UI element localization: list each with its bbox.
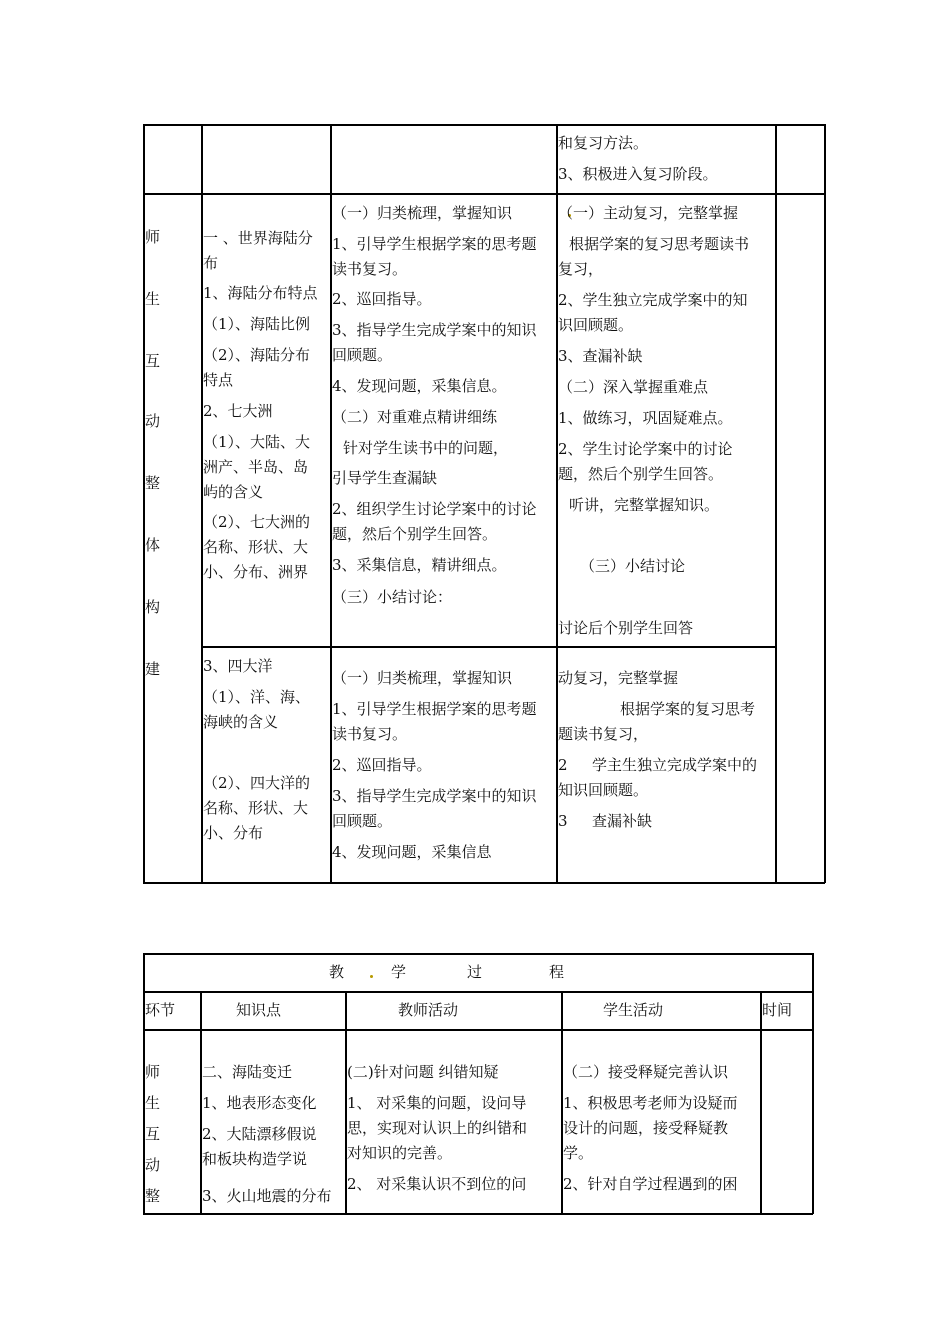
stage-label: 师 <box>145 1063 161 1081</box>
knowledge-text: 2、大陆漂移假说 <box>202 1125 317 1143</box>
stage-label: 生 <box>145 290 161 308</box>
teacher-activity-text: 题，然后个别学生回答。 <box>332 525 498 543</box>
stage-label: 体 <box>145 536 161 554</box>
knowledge-text: 一 、世界海陆分 <box>203 229 313 247</box>
knowledge-text: 和板块构造学说 <box>202 1150 308 1168</box>
table-border <box>775 124 777 883</box>
table-title-char: 学 <box>391 963 407 981</box>
student-activity-text: 1、积极思考老师为设疑而 <box>563 1094 738 1112</box>
knowledge-text: 3、火山地震的分布 <box>202 1187 332 1205</box>
stray-mark <box>370 975 373 978</box>
student-activity-text: 3、查漏补缺 <box>558 347 643 365</box>
teacher-activity-text: （一）归类梳理，掌握知识 <box>332 204 513 222</box>
student-activity-text: 复习， <box>558 260 604 278</box>
knowledge-text: 名称、形状、大 <box>203 799 309 817</box>
teacher-activity-text: 3、采集信息，精讲细点。 <box>332 556 507 574</box>
knowledge-text: （2）、海陆分布 <box>203 346 311 364</box>
student-activity-text: 讨论后个别学生回答 <box>558 619 694 637</box>
stage-label: 整 <box>145 474 161 492</box>
teacher-activity-text: (二)针对问题 纠错知疑 <box>347 1063 499 1081</box>
student-activity-text: 3 <box>558 812 568 830</box>
teacher-activity-text: 1、 对采集的问题，设问导 <box>347 1094 527 1112</box>
teacher-activity-text: 引导学生查漏缺 <box>332 469 438 487</box>
teacher-activity-text: 1、引导学生根据学案的思考题 <box>332 235 537 253</box>
table-border <box>760 991 762 1214</box>
teacher-activity-text: 针对学生读书中的问题， <box>343 439 509 457</box>
teacher-activity-text: 4、发现问题，采集信息 <box>332 843 492 861</box>
table-border <box>201 646 776 648</box>
teacher-activity-text: （三）小结讨论： <box>332 588 453 606</box>
teacher-activity-text: 回顾题。 <box>332 812 393 830</box>
student-activity-text: 知识回顾题。 <box>558 781 649 799</box>
knowledge-text: 2、七大洲 <box>203 402 273 420</box>
table-border <box>143 882 825 884</box>
knowledge-text: 名称、形状、大 <box>203 538 309 556</box>
student-activity-text: 题读书复习， <box>558 725 649 743</box>
student-activity-text: 2、针对自学过程遇到的困 <box>563 1175 738 1193</box>
student-activity-text: 1、做练习，巩固疑难点。 <box>558 409 733 427</box>
stage-label: 互 <box>145 352 161 370</box>
student-activity-text: 查漏补缺 <box>592 812 653 830</box>
table-border <box>143 953 813 955</box>
table-border <box>143 193 825 195</box>
student-activity-text: 设计的问题，接受释疑教 <box>563 1119 729 1137</box>
student-activity-text: 和复习方法。 <box>558 134 649 152</box>
table-title-char: 过 <box>467 963 483 981</box>
stage-label: 动 <box>145 412 161 430</box>
teacher-activity-text: 2、组织学生讨论学案中的讨论 <box>332 500 537 518</box>
knowledge-text: 3、四大洋 <box>203 657 273 675</box>
stage-label: 生 <box>145 1094 161 1112</box>
knowledge-text: （2）、四大洋的 <box>203 774 311 792</box>
teacher-activity-text: 4、发现问题，采集信息。 <box>332 377 507 395</box>
teacher-activity-text: 读书复习。 <box>332 260 408 278</box>
knowledge-text: 1、地表形态变化 <box>202 1094 317 1112</box>
student-activity-text: 根据学案的复习思考 <box>620 700 756 718</box>
knowledge-text: （1）、海陆比例 <box>203 315 311 333</box>
student-activity-text: 根据学案的复习思考题读书 <box>569 235 750 253</box>
stage-label: 建 <box>145 660 161 678</box>
student-activity-text: 学主生独立完成学案中的 <box>592 756 758 774</box>
table-border <box>143 1213 813 1215</box>
teacher-activity-text: 1、引导学生根据学案的思考题 <box>332 700 537 718</box>
teacher-activity-text: 3、指导学生完成学案中的知识 <box>332 787 537 805</box>
teacher-activity-text: 思，实现对认识上的纠错和 <box>347 1119 528 1137</box>
stage-label: 师 <box>145 228 161 246</box>
knowledge-text: 1、海陆分布特点 <box>203 284 318 302</box>
table-border <box>143 991 813 993</box>
student-activity-text: 2、学生讨论学案中的讨论 <box>558 440 733 458</box>
table-title-char: 教 <box>329 963 345 981</box>
stage-label: 动 <box>145 1156 161 1174</box>
table-border <box>812 953 814 1214</box>
knowledge-text: （1）、大陆、大 <box>203 433 311 451</box>
teacher-activity-text: 2、巡回指导。 <box>332 290 432 308</box>
knowledge-text: （1）、洋、海、 <box>203 688 311 706</box>
student-activity-text: 2 <box>558 756 568 774</box>
stage-label: 构 <box>145 598 161 616</box>
student-activity-text: （一）主动复习，完整掌握 <box>558 204 739 222</box>
knowledge-text: 布 <box>203 254 219 272</box>
student-activity-text: 动复习，完整掌握 <box>558 669 679 687</box>
table-border <box>824 124 826 883</box>
knowledge-text: 小、分布 <box>203 824 264 842</box>
student-activity-text: 学。 <box>563 1144 594 1162</box>
student-activity-text: 3、积极进入复习阶段。 <box>558 165 718 183</box>
teacher-activity-text: 2、 对采集认识不到位的问 <box>347 1175 527 1193</box>
student-activity-text: 题，然后个别学生回答。 <box>558 465 724 483</box>
student-activity-text: 识回顾题。 <box>558 316 634 334</box>
table-border <box>143 1029 813 1031</box>
knowledge-text: 二、海陆变迁 <box>202 1063 293 1081</box>
knowledge-text: 海峡的含义 <box>203 713 279 731</box>
teacher-activity-text: 2、巡回指导。 <box>332 756 432 774</box>
knowledge-text: 特点 <box>203 371 234 389</box>
column-header: 知识点 <box>236 1001 282 1019</box>
student-activity-text: 听讲，完整掌握知识。 <box>569 496 720 514</box>
teacher-activity-text: 回顾题。 <box>332 346 393 364</box>
teacher-activity-text: （二）对重难点精讲细练 <box>332 408 498 426</box>
column-header: 学生活动 <box>603 1001 664 1019</box>
knowledge-text: 洲产、半岛、岛 <box>203 458 309 476</box>
knowledge-text: 屿的含义 <box>203 483 264 501</box>
stage-label: 整 <box>145 1187 161 1205</box>
knowledge-text: 小、分布、洲界 <box>203 563 309 581</box>
student-activity-text: （二）接受释疑完善认识 <box>563 1063 729 1081</box>
student-activity-text: 2、学生独立完成学案中的知 <box>558 291 748 309</box>
student-activity-text: （三）小结讨论 <box>580 557 686 575</box>
teacher-activity-text: （一）归类梳理，掌握知识 <box>332 669 513 687</box>
column-header: 教师活动 <box>398 1001 459 1019</box>
stage-label: 互 <box>145 1125 161 1143</box>
teacher-activity-text: 对知识的完善。 <box>347 1144 453 1162</box>
teacher-activity-text: 3、指导学生完成学案中的知识 <box>332 321 537 339</box>
table-title-char: 程 <box>549 963 565 981</box>
teacher-activity-text: 读书复习。 <box>332 725 408 743</box>
table-border <box>143 124 825 126</box>
column-header: 时间 <box>762 1001 793 1019</box>
column-header: 环节 <box>145 1001 176 1019</box>
student-activity-text: （二）深入掌握重难点 <box>558 378 709 396</box>
knowledge-text: （2）、七大洲的 <box>203 513 311 531</box>
